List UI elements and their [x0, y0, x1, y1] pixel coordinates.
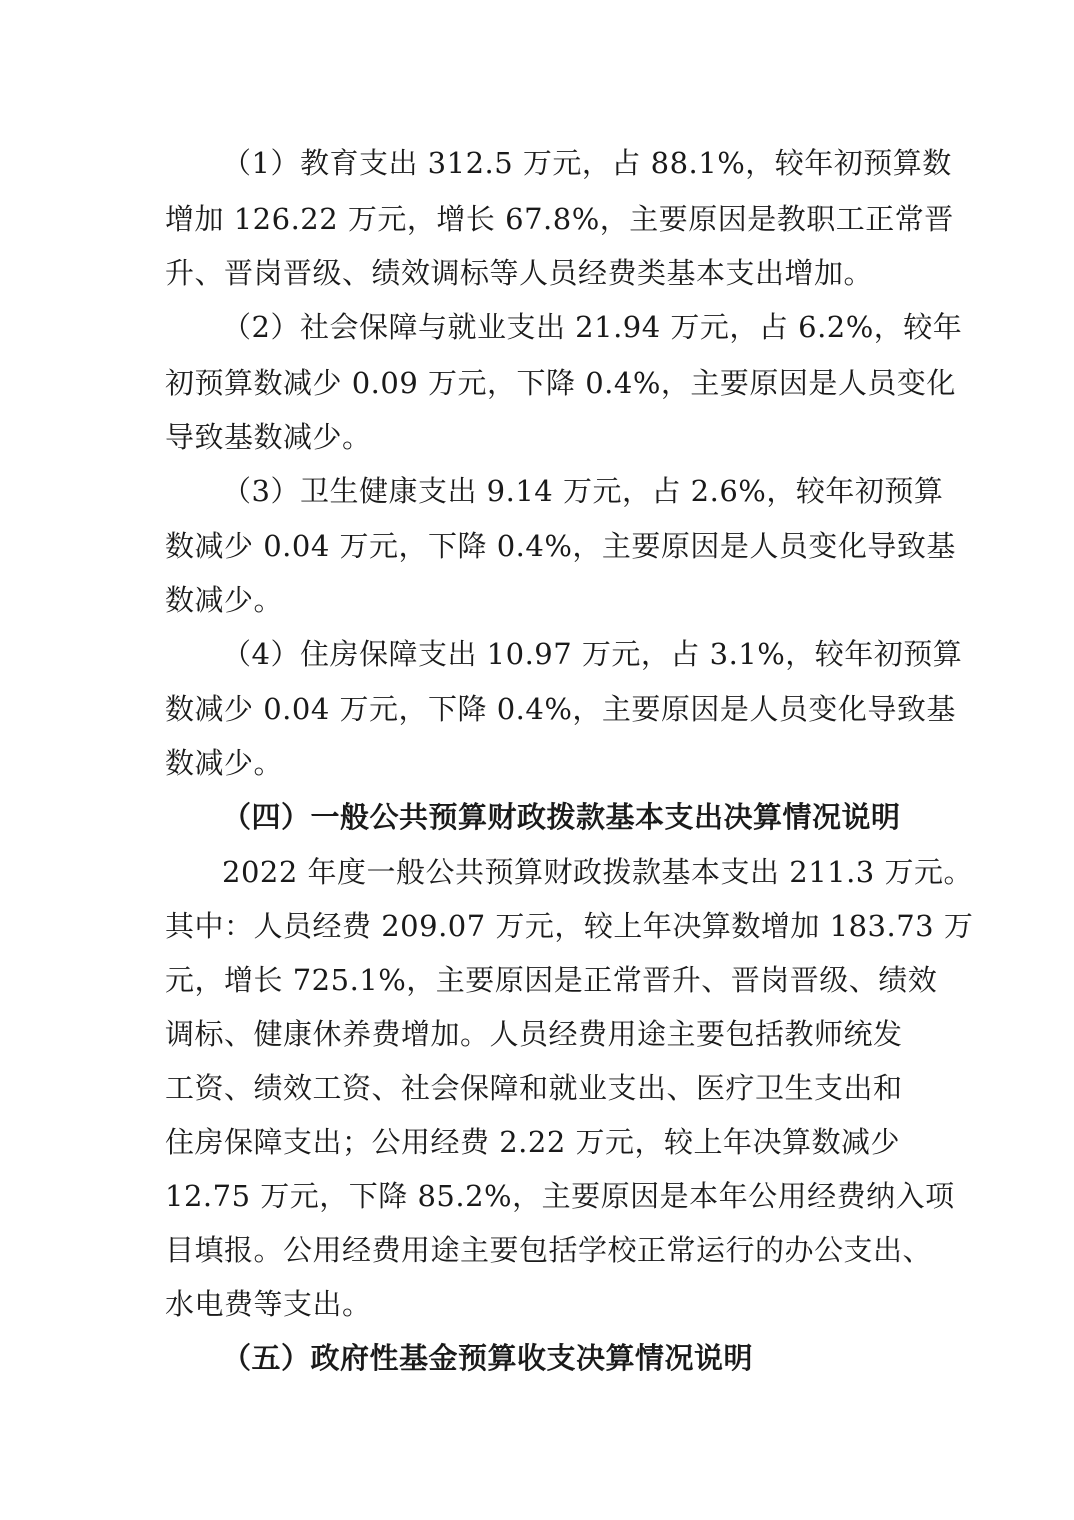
- paragraph-basic-expenditure-line-7: 12.75 万元，下降 85.2%，主要原因是本年公用经费纳入项: [165, 1179, 955, 1213]
- paragraph-basic-expenditure-line-6: 住房保障支出；公用经费 2.22 万元，较上年决算数减少: [165, 1125, 901, 1159]
- paragraph-social-security-line-2: 初预算数减少 0.09 万元，下降 0.4%，主要原因是人员变化: [165, 366, 956, 400]
- paragraph-basic-expenditure-line-4: 调标、健康休养费增加。人员经费用途主要包括教师统发: [165, 1017, 903, 1051]
- paragraph-basic-expenditure-line-9: 水电费等支出。: [165, 1287, 372, 1321]
- paragraph-social-security-line-1: （2）社会保障与就业支出 21.94 万元，占 6.2%，较年: [222, 310, 963, 344]
- paragraph-housing-line-2: 数减少 0.04 万元，下降 0.4%，主要原因是人员变化导致基: [165, 692, 956, 726]
- paragraph-health-line-1: （3）卫生健康支出 9.14 万元，占 2.6%，较年初预算: [222, 474, 944, 508]
- paragraph-housing-line-1: （4）住房保障支出 10.97 万元，占 3.1%，较年初预算: [222, 637, 963, 671]
- paragraph-basic-expenditure-line-2: 其中：人员经费 209.07 万元，较上年决算数增加 183.73 万: [165, 909, 974, 943]
- paragraph-education-line-2: 增加 126.22 万元，增长 67.8%，主要原因是教职工正常晋: [165, 202, 954, 236]
- paragraph-health-line-3: 数减少。: [165, 583, 284, 617]
- section-heading-4: （四）一般公共预算财政拨款基本支出决算情况说明: [222, 800, 901, 834]
- paragraph-basic-expenditure-line-3: 元，增长 725.1%，主要原因是正常晋升、晋岗晋级、绩效: [165, 963, 938, 997]
- paragraph-housing-line-3: 数减少。: [165, 746, 284, 780]
- paragraph-basic-expenditure-line-5: 工资、绩效工资、社会保障和就业支出、医疗卫生支出和: [165, 1071, 903, 1105]
- paragraph-basic-expenditure-line-1: 2022 年度一般公共预算财政拨款基本支出 211.3 万元。: [222, 855, 973, 889]
- paragraph-basic-expenditure-line-8: 目填报。公用经费用途主要包括学校正常运行的办公支出、: [165, 1233, 933, 1267]
- section-heading-5: （五）政府性基金预算收支决算情况说明: [222, 1341, 754, 1375]
- paragraph-social-security-line-3: 导致基数减少。: [165, 420, 372, 454]
- paragraph-education-line-1: （1）教育支出 312.5 万元，占 88.1%，较年初预算数: [222, 146, 952, 180]
- paragraph-education-line-3: 升、晋岗晋级、绩效调标等人员经费类基本支出增加。: [165, 256, 874, 290]
- paragraph-health-line-2: 数减少 0.04 万元，下降 0.4%，主要原因是人员变化导致基: [165, 529, 956, 563]
